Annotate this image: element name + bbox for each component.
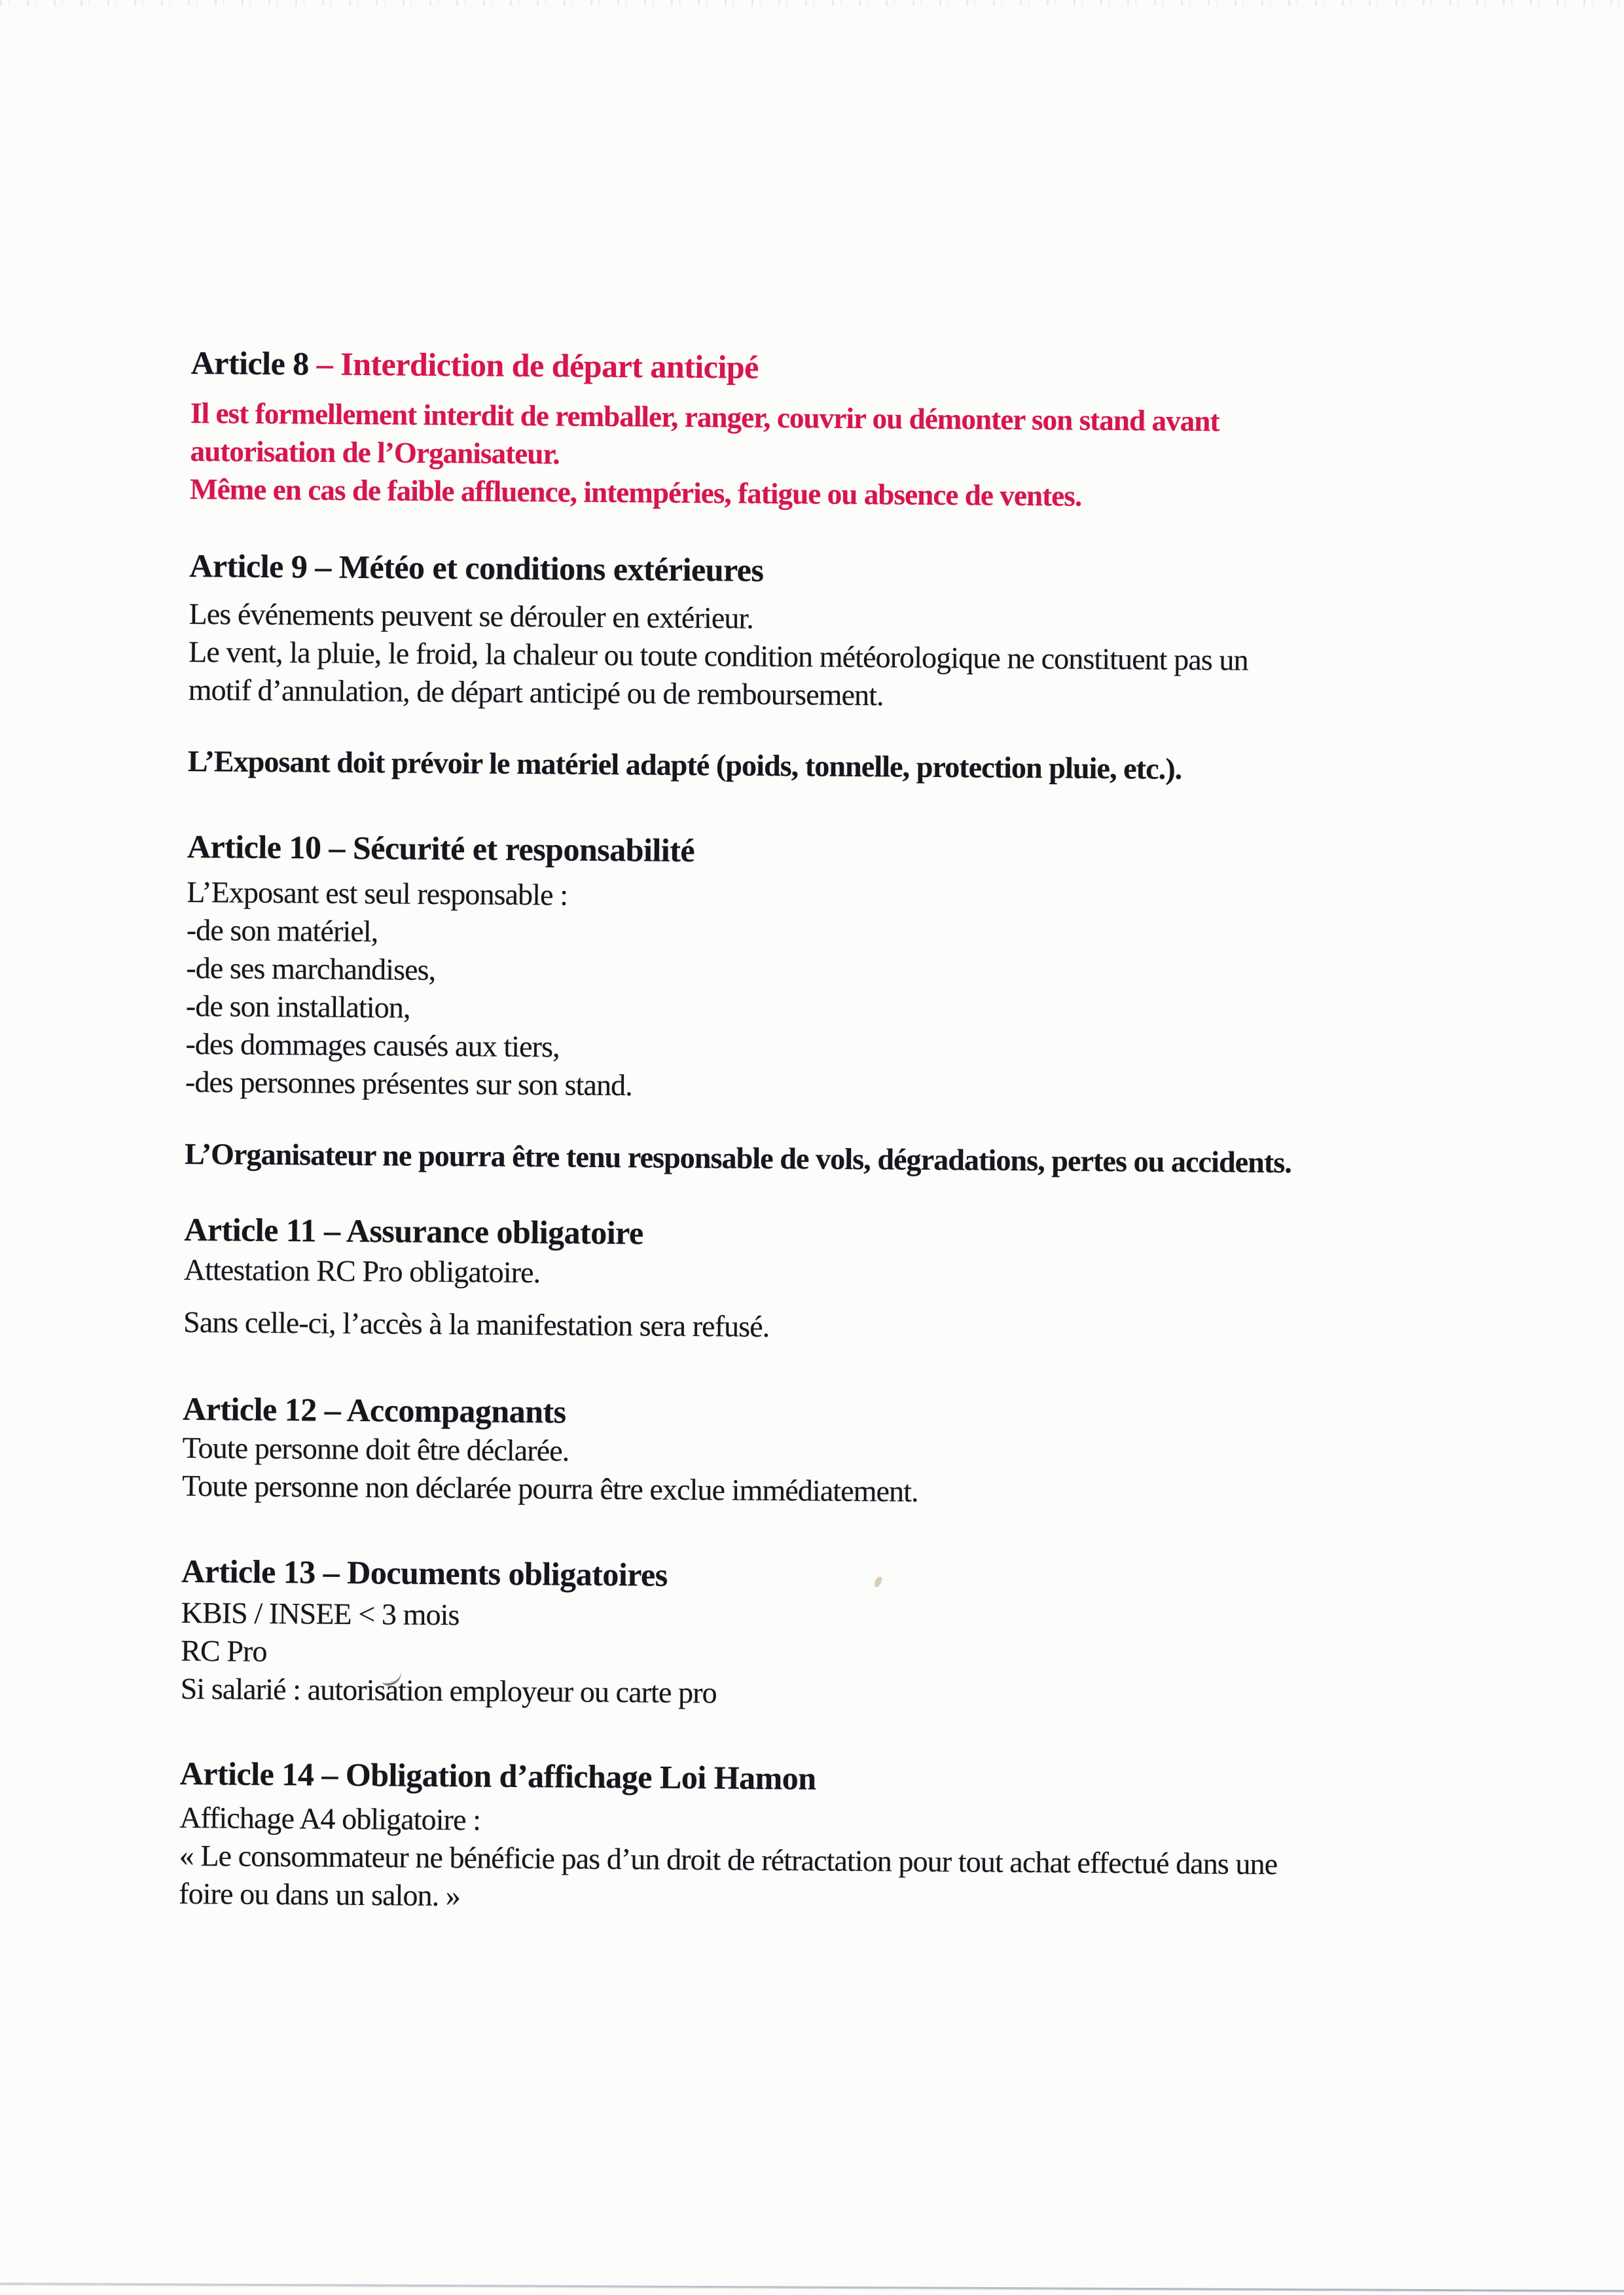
article-14-heading: Article 14 – Obligation d’affichage Loi Hamon [179,1754,816,1797]
text-line: Toute personne doit être déclarée. [182,1430,569,1468]
scan-edge-line [0,2283,1624,2292]
text-line: Même en cas de faible affluence, intempéries, fatigue ou absence de ventes. [189,472,1082,513]
text-line: Attestation RC Pro obligatoire. [183,1252,541,1290]
text-line: Les événements peuvent se dérouler en extérieur. [189,596,754,635]
article-11-heading: Article 11 – Assurance obligatoire [184,1210,643,1252]
document-content [177,0,1536,2171]
article-9-heading: Article 9 – Météo et conditions extérieures [189,547,764,588]
text-line: Il est formellement interdit de remballer, ranger, couvrir ou démonter son stand avant [190,396,1219,438]
text-line: RC Pro [180,1633,267,1668]
list-item: -des personnes présentes sur son stand. [185,1064,633,1102]
article-10-body [185,873,634,1104]
text-line: L’Exposant est seul responsable : [187,875,568,912]
list-item: -de son installation, [185,988,410,1024]
article-9-body [188,595,1248,717]
text-line: autorisation de l’Organisateur. [190,434,560,471]
list-item: -de ses marchandises, [186,950,436,986]
article-13-body [181,1594,717,1712]
text-line: KBIS / INSEE < 3 mois [181,1595,460,1632]
list-item: -des dommages causés aux tiers, [185,1026,560,1064]
article-8-number: Article 8 [190,344,317,382]
article-8-body [190,394,1219,516]
text-line: Le vent, la pluie, le froid, la chaleur ou toute condition météorologique ne constituent pas un [188,634,1248,677]
text-line: « Le consommateur ne bénéficie pas d’un droit de rétractation pour tout achat effectué dans une [179,1838,1278,1881]
text-line: foire ou dans un salon. » [179,1876,461,1913]
article-13-heading: Article 13 – Documents obligatoires [181,1552,668,1593]
article-12-heading: Article 12 – Accompagnants [182,1390,566,1430]
text-line: Toute personne non déclarée pourra être exclue immédiatement. [181,1468,918,1508]
article-8-heading [190,343,759,387]
material-notice-line: L’Exposant doit prévoir le matériel adapté (poids, tonnelle, protection pluie, etc.). [187,744,1182,786]
article-10-heading: Article 10 – Sécurité et responsabilité [187,827,695,869]
liability-notice-line: L’Organisateur ne pourra être tenu responsable de vols, dégradations, pertes ou accidents. [184,1136,1292,1180]
text-line: Sans celle-ci, l’accès à la manifestation sera refusé. [183,1305,770,1343]
article-12-body [182,1429,918,1511]
article-14-body [179,1799,1278,1921]
article-8-title: – Interdiction de départ anticipé [316,345,759,386]
text-line: Affichage A4 obligatoire : [179,1800,481,1837]
text-line: motif d’annulation, de départ anticipé ou de remboursement. [188,672,884,712]
list-item: -de son matériel, [186,913,378,949]
text-line: Si salarié : autorisation employeur ou carte pro [180,1671,717,1710]
